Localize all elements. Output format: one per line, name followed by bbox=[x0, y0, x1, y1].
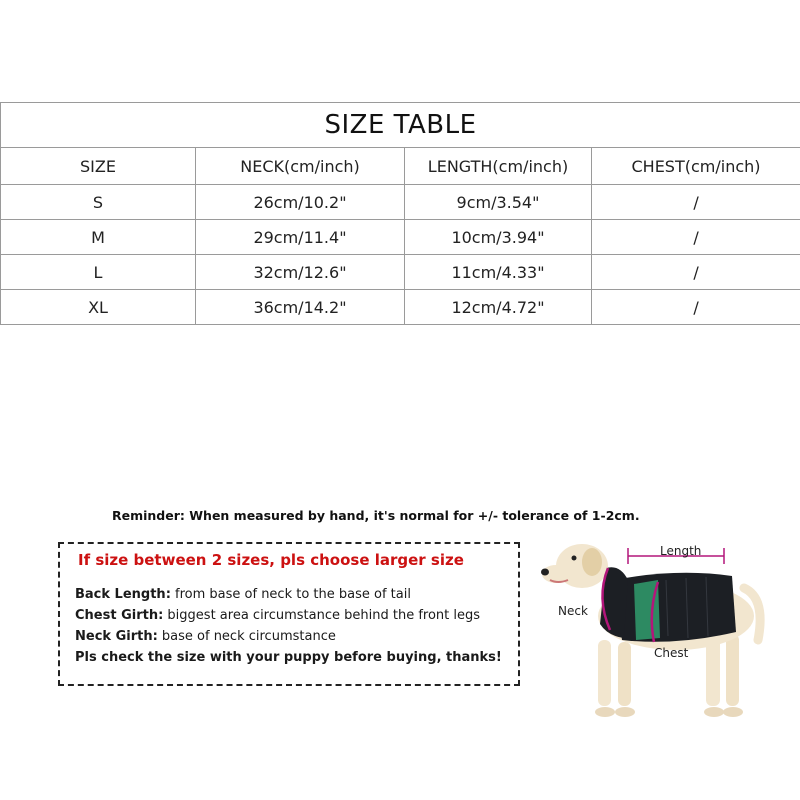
table-title: SIZE TABLE bbox=[1, 103, 800, 148]
cell-length: 11cm/4.33" bbox=[405, 255, 592, 290]
cell-length: 9cm/3.54" bbox=[405, 185, 592, 220]
neck-girth-label: Neck Girth: bbox=[75, 629, 158, 644]
neck-girth-text: base of neck circumstance bbox=[157, 629, 336, 644]
cell-neck: 26cm/10.2" bbox=[196, 185, 405, 220]
back-length-text: from base of neck to the base of tail bbox=[170, 587, 411, 602]
notice-title: If size between 2 sizes, pls choose larger size bbox=[78, 551, 464, 569]
back-length-line bbox=[75, 584, 502, 605]
closing-line bbox=[75, 647, 502, 668]
cell-length: 12cm/4.72" bbox=[405, 290, 592, 325]
cell-neck: 29cm/11.4" bbox=[196, 220, 405, 255]
cell-size: L bbox=[1, 255, 196, 290]
dog-measurement-figure bbox=[536, 528, 800, 728]
measurement-reminder: Reminder: When measured by hand, it's normal for +/- tolerance of 1-2cm. bbox=[112, 508, 640, 523]
cell-chest: / bbox=[592, 290, 800, 325]
chest-girth-label: Chest Girth: bbox=[75, 608, 164, 623]
cell-size: XL bbox=[1, 290, 196, 325]
back-length-label: Back Length: bbox=[75, 587, 171, 602]
neck-label: Neck bbox=[558, 604, 588, 618]
neck-girth-line bbox=[75, 626, 502, 647]
chest-label: Chest bbox=[654, 646, 689, 660]
length-label: Length bbox=[660, 544, 702, 558]
table-header-row bbox=[1, 148, 800, 185]
cell-chest: / bbox=[592, 255, 800, 290]
cell-size: S bbox=[1, 185, 196, 220]
header-size: SIZE bbox=[1, 148, 196, 185]
header-neck: NECK(cm/inch) bbox=[196, 148, 405, 185]
table-row bbox=[1, 290, 800, 325]
chest-girth-text: biggest area circumstance behind the front legs bbox=[163, 608, 481, 623]
table-row bbox=[1, 255, 800, 290]
sizing-notice-box bbox=[58, 542, 520, 686]
cell-neck: 32cm/12.6" bbox=[196, 255, 405, 290]
closing-text: Pls check the size with your puppy before buying, thanks! bbox=[75, 650, 502, 665]
dog-illustration bbox=[536, 528, 800, 728]
notice-lines bbox=[75, 584, 502, 668]
chest-girth-line bbox=[75, 605, 502, 626]
cell-length: 10cm/3.94" bbox=[405, 220, 592, 255]
cell-size: M bbox=[1, 220, 196, 255]
size-table bbox=[0, 102, 800, 325]
cell-neck: 36cm/14.2" bbox=[196, 290, 405, 325]
header-length: LENGTH(cm/inch) bbox=[405, 148, 592, 185]
header-chest: CHEST(cm/inch) bbox=[592, 148, 800, 185]
table-row bbox=[1, 185, 800, 220]
table-row bbox=[1, 220, 800, 255]
cell-chest: / bbox=[592, 185, 800, 220]
cell-chest: / bbox=[592, 220, 800, 255]
